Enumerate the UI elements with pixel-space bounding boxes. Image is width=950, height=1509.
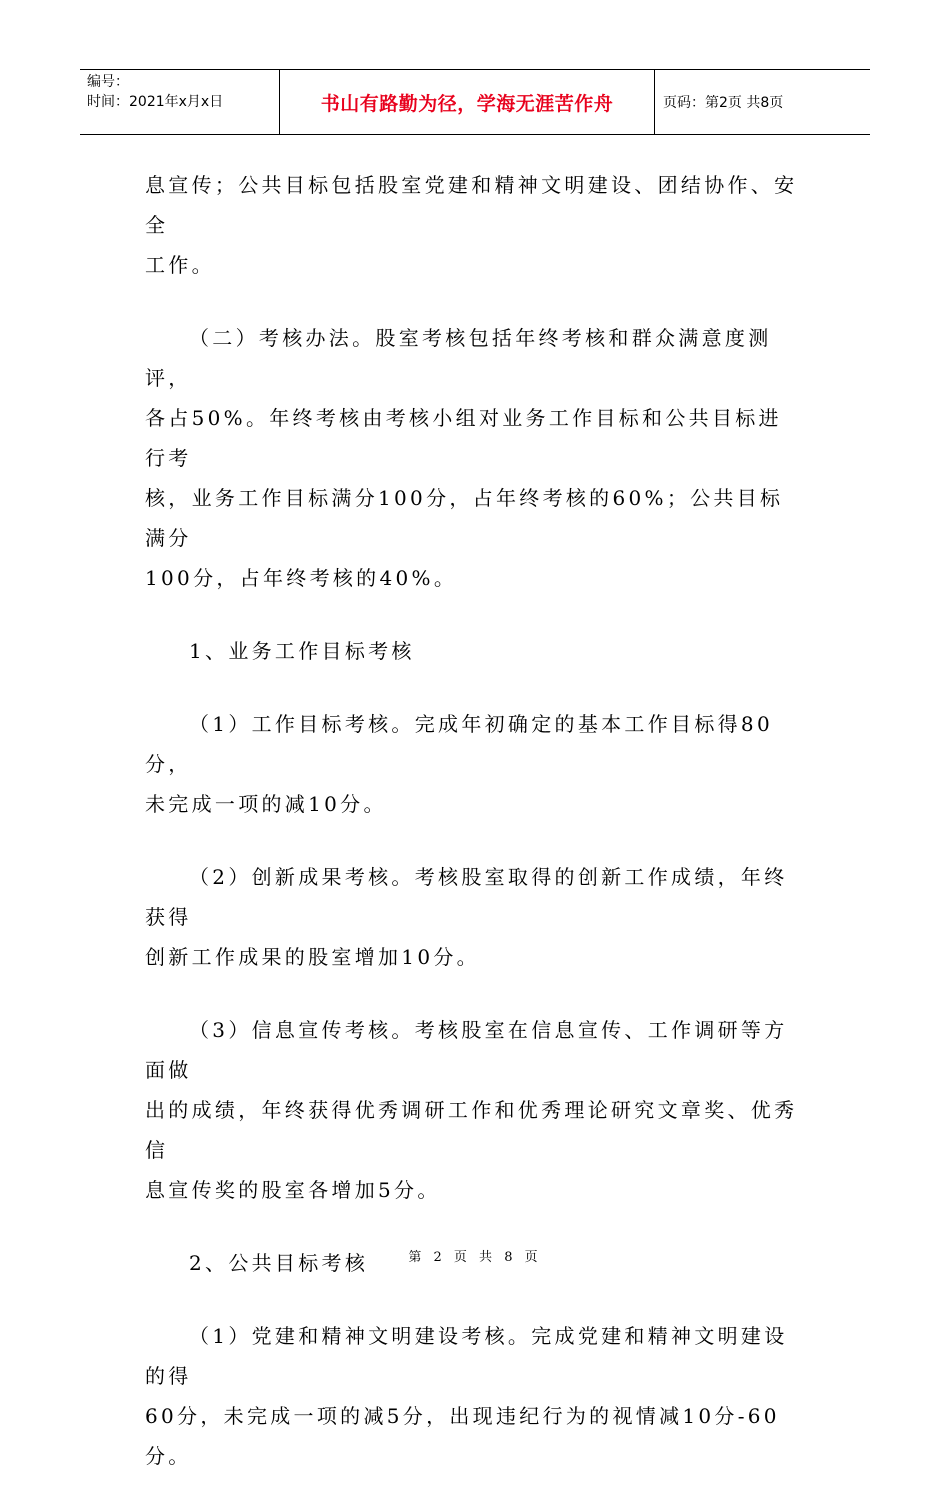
paragraph [145, 1316, 805, 1476]
paragraph [145, 857, 805, 977]
paragraph [145, 165, 805, 285]
paragraph-line: 100分，占年终考核的40%。 [145, 566, 458, 590]
paragraph-line: （1）党建和精神文明建设考核。完成党建和精神文明建设的得 [145, 1324, 788, 1388]
paragraph-line: 息宣传奖的股室各增加5分。 [145, 1178, 441, 1202]
paragraph-line: 未完成一项的减10分。 [145, 792, 387, 816]
header-meta-cell [80, 70, 280, 134]
section-heading [145, 631, 805, 671]
paragraph-line: （二）考核办法。股室考核包括年终考核和群众满意度测评， [145, 326, 772, 390]
paragraph-line: 2、公共目标考核 [189, 1251, 369, 1275]
header-page-label: 页码：第2页 共8页 [663, 95, 784, 111]
paragraph-line: 创新工作成果的股室增加10分。 [145, 945, 480, 969]
paragraph [145, 318, 805, 598]
paragraph-line: 1、业务工作目标考核 [189, 639, 415, 663]
paragraph-line: 息宣传；公共目标包括股室党建和精神文明建设、团结协作、安全 [145, 173, 798, 237]
paragraph-line: 各占50%。年终考核由考核小组对业务工作目标和公共目标进行考 [145, 406, 782, 470]
paragraph [145, 704, 805, 824]
document-body [145, 165, 805, 1509]
paragraph-line: 出的成绩，年终获得优秀调研工作和优秀理论研究文章奖、优秀信 [145, 1098, 798, 1162]
page-footer: 第 2 页 共 8 页 [408, 1250, 542, 1265]
header-motto: 书山有路勤为径，学海无涯苦作舟 [280, 70, 655, 134]
paragraph-line: （2）创新成果考核。考核股室取得的创新工作成绩，年终获得 [145, 865, 788, 929]
document-header [80, 69, 870, 135]
paragraph-line: （3）信息宣传考核。考核股室在信息宣传、工作调研等方面做 [145, 1018, 788, 1082]
paragraph [145, 1010, 805, 1210]
paragraph-line: 工作。 [145, 253, 215, 277]
document-time-label: 时间：2021年x月x日 [87, 94, 224, 110]
document-number-label: 编号： [87, 74, 129, 90]
paragraph-line: 60分，未完成一项的减5分，出现违纪行为的视情减10分-60分。 [145, 1404, 780, 1468]
paragraph-line: （1）工作目标考核。完成年初确定的基本工作目标得80分， [145, 712, 773, 776]
paragraph-line: 核，业务工作目标满分100分，占年终考核的60%；公共目标满分 [145, 486, 784, 550]
